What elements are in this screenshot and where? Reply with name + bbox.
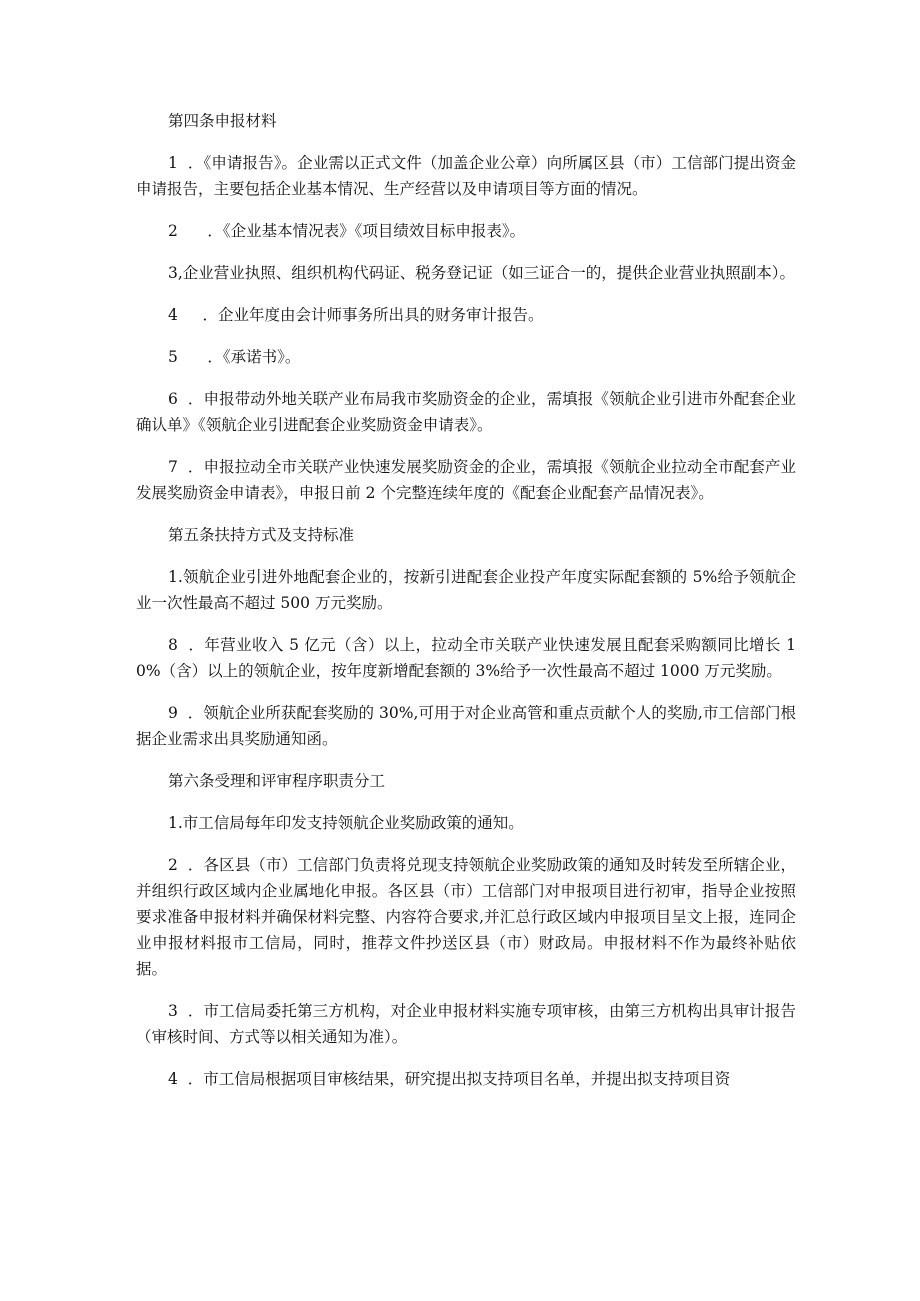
section-heading-article-4: 第四条申报材料: [168, 112, 277, 130]
list-item: 3 ．市工信局委托第三方机构，对企业申报材料实施专项审核，由第三方机构出具审计报告（审核时间、方式等以相关通知为准）。: [136, 1002, 796, 1046]
list-item: 9 ．领航企业所获配套奖励的 30%,可用于对企业高管和重点贡献个人的奖励,市工信部门根据企业需求出具奖励通知函。: [136, 704, 796, 748]
list-item: 5 ．《承诺书》。: [168, 348, 301, 366]
list-item: 2 ．《企业基本情况表》《项目绩效目标申报表》。: [168, 222, 526, 240]
list-item: 3,企业营业执照、组织机构代码证、税务登记证（如三证合一的，提供企业营业执照副本）。: [168, 264, 796, 282]
list-item: 1.市工信局每年印发支持领航企业奖励政策的通知。: [168, 814, 524, 832]
list-item: 4 ．市工信局根据项目审核结果，研究提出拟支持项目名单，并提出拟支持项目资: [168, 1070, 731, 1088]
section-heading-article-6: 第六条受理和评审程序职责分工: [168, 772, 386, 790]
list-item: 1.领航企业引进外地配套企业的，按新引进配套企业投产年度实际配套额的 5%给予领航企业一次性最高不超过 500 万元奖励。: [136, 568, 796, 612]
section-heading-article-5: 第五条扶持方式及支持标准: [168, 526, 355, 544]
list-item: 6 ．申报带动外地关联产业布局我市奖励资金的企业，需填报《领航企业引进市外配套企业确认单》《领航企业引进配套企业奖励资金申请表》。: [136, 390, 796, 434]
list-item: 7 ．申报拉动全市关联产业快速发展奖励资金的企业，需填报《领航企业拉动全市配套产业发展奖励资金申请表》，申报日前 2 个完整连续年度的《配套企业配套产品情况表》。: [136, 458, 796, 502]
list-item: 4 ．企业年度由会计师事务所出具的财务审计报告。: [168, 306, 544, 324]
list-item: 1 ．《申请报告》。企业需以正式文件（加盖企业公章）向所属区县（市）工信部门提出资金申请报告，主要包括企业基本情况、生产经营以及申请项目等方面的情况。: [136, 154, 796, 198]
document-body: [136, 108, 796, 1108]
list-item: 2 ．各区县（市）工信部门负责将兑现支持领航企业奖励政策的通知及时转发至所辖企业，并组织行政区域内企业属地化申报。各区县（市）工信部门对申报项目进行初审，指导企业按照要求准备申报材料并确保材料完整、内容符合要求,并汇总行政区域内申报项目呈文上报，连同企业申报材料报市工信局，同时，推荐文件抄送区县（市）财政局。申报材料不作为最终补贴依据。: [136, 856, 796, 978]
list-item: 8 ．年营业收入 5 亿元（含）以上，拉动全市关联产业快速发展且配套采购额同比增长 10%（含）以上的领航企业，按年度新增配套额的 3%给予一次性最高不超过 1000 万元奖励。: [136, 636, 796, 680]
